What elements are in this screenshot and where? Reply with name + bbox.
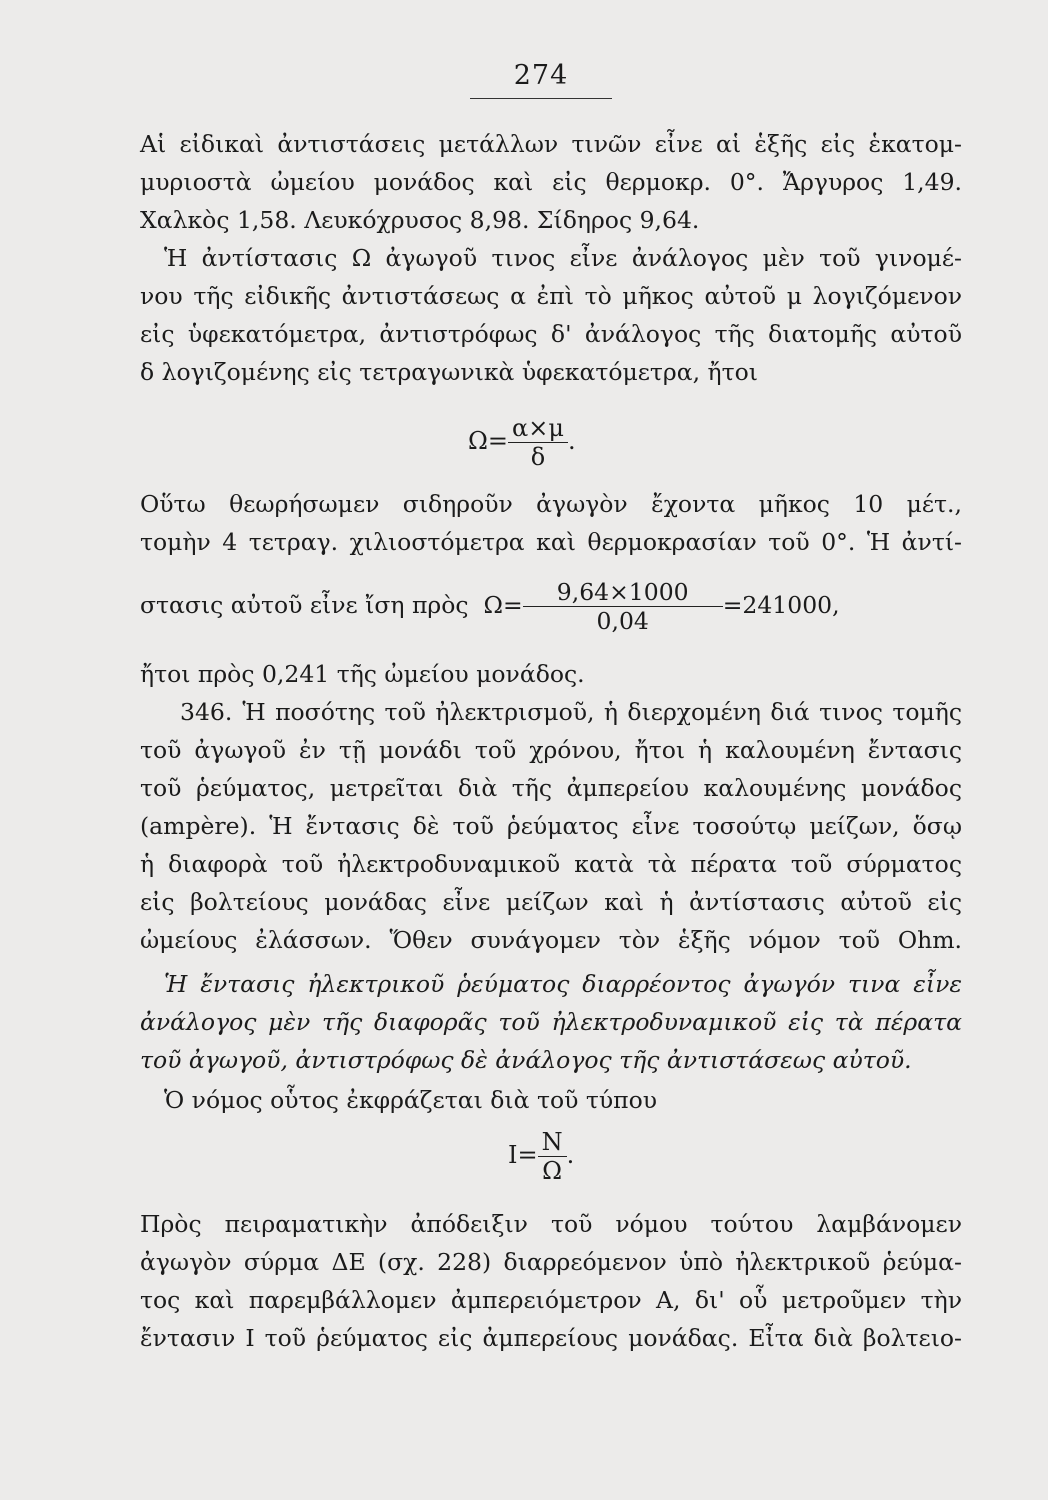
formula-rhs: =241000, [722, 591, 840, 619]
text-line: ἔντασιν Ι τοῦ ῥεύματος εἰς ἀμπερείους μονάδας. Εἶτα διὰ βολτειο- [140, 1324, 962, 1352]
formula-denominator: δ [508, 442, 568, 471]
section-line-text: Ἡ ποσότης τοῦ ἠλεκτρισμοῦ, ἡ διερχομένη διά τινος τομῆς [242, 698, 962, 726]
law-line: Ἡ ἔντασις ἠλεκτρικοῦ ῥεύματος διαρρέοντος ἀγωγόν τινα εἶνε [164, 970, 962, 998]
text-line: ἡ διαφορὰ τοῦ ἠλεκτροδυναμικοῦ κατὰ τὰ πέρατα τοῦ σύρματος [140, 850, 962, 878]
section-first-line [140, 694, 962, 730]
formula-denominator: 0,04 [523, 606, 723, 635]
formula-fraction [508, 414, 568, 471]
formula-prefix-text: στασις αὐτοῦ εἶνε ἴση πρὸς [140, 591, 469, 619]
formula-example-line [140, 578, 840, 635]
text-line: Οὕτω θεωρήσωμεν σιδηροῦν ἀγωγὸν ἔχοντα μῆκος 10 μέτ., [140, 490, 962, 518]
law-line: τοῦ ἀγωγοῦ, ἀντιστρόφως δὲ ἀνάλογος τῆς ἀντιστάσεως αὐτοῦ. [140, 1046, 912, 1074]
text-line: τοῦ ἀγωγοῦ ἐν τῇ μονάδι τοῦ χρόνου, ἤτοι ἡ καλουμένη ἔντασις [140, 736, 962, 764]
text-line: τοῦ ῥεύματος, μετρεῖται διὰ τῆς ἀμπερείου καλουμένης μονάδος [140, 774, 962, 802]
page-number: 274 [513, 60, 569, 91]
text-line: (ampère). Ἡ ἔντασις δὲ τοῦ ῥεύματος εἶνε τοσούτῳ μείζων, ὅσῳ [140, 812, 962, 840]
text-line: Ἡ ἀντίστασις Ω ἀγωγοῦ τινος εἶνε ἀνάλογος μὲν τοῦ γινομέ- [164, 244, 962, 272]
formula-ohms-law [508, 1128, 574, 1185]
text-line: τος καὶ παρεμβάλλομεν ἀμπερειόμετρον Α, δι' οὗ μετροῦμεν τὴν [140, 1286, 962, 1314]
formula-end: . [567, 427, 576, 455]
text-line: δ λογιζομένης εἰς τετραγωνικὰ ὑφεκατόμετρα, ἤτοι [140, 358, 758, 386]
formula-numerator: 9,64×1000 [556, 578, 689, 606]
text-line: ἤτοι πρὸς 0,241 τῆς ὠμείου μονάδος. [140, 660, 585, 688]
formula-fraction [538, 1128, 567, 1185]
formula-denominator: Ω [538, 1156, 567, 1185]
text-line: εἰς βολτείους μονάδας εἶνε μείζων καὶ ἡ ἀντίστασις αὐτοῦ εἰς [140, 888, 962, 916]
text-line: Χαλκὸς 1,58. Λευκόχρυσος 8,98. Σίδηρος 9,64. [140, 206, 700, 234]
law-line: ἀνάλογος μὲν τῆς διαφορᾶς τοῦ ἠλεκτροδυναμικοῦ εἰς τὰ πέρατα [140, 1008, 962, 1036]
text-line: μυριοστὰ ὠμείου μονάδος καὶ εἰς θερμοκρ. 0°. Ἄργυρος 1,49. [140, 168, 962, 196]
section-number: 346. [180, 698, 233, 726]
text-line: ὠμείους ἐλάσσων. Ὅθεν συνάγομεν τὸν ἑξῆς νόμον τοῦ Ohm. [140, 926, 962, 954]
text-line: Ὁ νόμος οὗτος ἐκφράζεται διὰ τοῦ τύπου [164, 1086, 658, 1114]
formula-end: . [566, 1141, 575, 1169]
formula-lhs: I= [508, 1141, 538, 1169]
text-line: εἰς ὑφεκατόμετρα, ἀντιστρόφως δ' ἀνάλογος τῆς διατομῆς αὐτοῦ [140, 320, 962, 348]
formula-lhs: Ω= [468, 427, 509, 455]
text-line: νου τῆς εἰδικῆς ἀντιστάσεως α ἐπὶ τὸ μῆκος αὐτοῦ μ λογιζόμενον [140, 282, 962, 310]
text-line: Πρὸς πειραματικὴν ἀπόδειξιν τοῦ νόμου τούτου λαμβάνομεν [140, 1210, 962, 1238]
text-line: ἀγωγὸν σύρμα ΔΕ (σχ. 228) διαρρεόμενον ὑπὸ ἠλεκτρικοῦ ῥεύμα- [140, 1248, 962, 1276]
formula-lhs: Ω= [483, 591, 523, 619]
text-line: τομὴν 4 τετραγ. χιλιοστόμετρα καὶ θερμοκρασίαν τοῦ 0°. Ἡ ἀντί- [140, 528, 962, 556]
formula-fraction [523, 578, 723, 635]
formula-numerator: α×μ [512, 414, 564, 442]
formula-resistance [468, 414, 576, 471]
text-line: Αἱ εἰδικαὶ ἀντιστάσεις μετάλλων τινῶν εἶνε αἱ ἑξῆς εἰς ἑκατομ- [140, 130, 962, 158]
formula-numerator: N [541, 1128, 563, 1156]
header-rule [470, 98, 612, 99]
